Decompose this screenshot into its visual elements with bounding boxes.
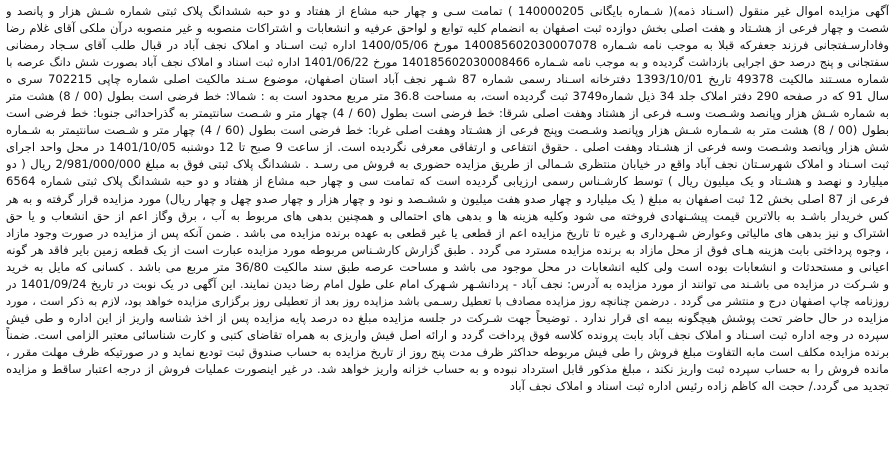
notice-line: ثبت اسـناد و املاک شهرسـتان نجف آباد واقع در خیابان منتظری شـمالی از طریق مزایده حضوری به فروش می رسـد . ششدانگ پلاک ثبتی فوق به مبلغ 2/981/000/000 ریال ( دو xyxy=(6,157,889,172)
notice-line: شماره مسـتند مالکیت 49378 تاریخ 1393/10/01 دفترخانه اسـناد رسمی شماره 87 شـهر نجف آباد استان اصفهان، موضوع سـند مالکیت اصلی شماره چاپی 702215 سری ه xyxy=(6,72,889,87)
notice-line: تجدید می گردد./ حجت اله کاظم زاده رئیس اداره ثبت اسناد و املاک نجف آباد xyxy=(509,379,889,394)
notice-line: روزنامه چاپ اصفهان درج و منتشر می گردد . درضمن چنانچه روز مزایده مصادف با تعطیل رسـمی باشد مزایده روز بعد از تعطیلی روز برگزاری مزایده خواهد بود، لازم به ذکر است ، مورد xyxy=(6,294,889,308)
notice-line: و شـرکت در مزایده می باشـند می توانند از مورد مزایده به آدرس: نجف آباد - پردانشـهر شـهرک امام علی طول امام رضا دیدن نمایند. این آگهی در یک نوبت در تاریخ 1401/09/24 در xyxy=(6,276,889,291)
notice-line: مزایده در حال حاضر تحت پوشش هیچگونه بیمه ای قرار ندارد . توضیحاً جهت شـرکت در جلسه مزایده مبلغ ده درصد پایه مزایده پس از اخذ شناسه واریز از این اداره و طی فیش xyxy=(6,310,889,325)
notice-line: بطول (00 / 8) هشت متر به شـماره شـش هزار وپانصد وشـصت وپنج فرعی از هشـتاد وهفت اصلی غربا: خط فرضی است بطول (60 / 4) چهار متر و شـصت سانتیمتر به شـماره xyxy=(6,123,889,138)
notice-line: سفتجانی و پنج درصد حق اجرایی بازداشت گردیده و به موجب نامه شـماره 140185602030008466 مورخ 1401/06/22 اداره ثبت اسناد و املاک نجف آباد بصورت شش دانگ عرصه با xyxy=(6,56,889,70)
notice-line: فرعی از 87 اصلی بخش 12 ثبت اصفهان به مبلغ ( یک میلیارد و چهار صدو هفت میلیون و ششـصد و نود و چهار هزار و چهار صدو چهل و چهار ریال) مورد مزایده قرار گرفته و به هر xyxy=(6,191,889,206)
notice-line: سپرده در وجه اداره ثبت اسـناد و املاک نجف آباد بابت پرونده کلاسه فوق پرداخت گردد و ارائه اصل فیش واریزی به همراه تقاضای کتبی و کارت شناسائی معتبر الزامی است. ضمناً xyxy=(6,327,889,342)
notice-line: شصت و چهار فرعی از هشـتاد و هفت اصلی بخش دوازده ثبت اصفهان به انضمام کلیه توابع و لواحق عرفیه و انشعابات و اشتراکات منصوبه و غیر منصوبه درآن ملکی آقای غلام رضا xyxy=(6,21,889,36)
notice-line: مانده فروش را به حساب سپرده ثبت واریز نکند ، مبلغ مذکور قابل استرداد نبوده و به حساب خزانه واریز خواهد شد. در غیر اینصورت عملیات فروش از درجه اعتبار ساقط و مزایده xyxy=(6,361,889,376)
notice-line: شش هزار وپانصد وشـصت وسه فرعی از هشـتاد وهفت اصلی . حقوق انتفاعی و ارتفاقی معرفی نگردیده است. از ساعت 9 صبح تا 12 دوشنبه 1401/10/05 در محل واحد اجرای xyxy=(6,140,889,155)
notice-line: به شماره شـش هزار وپانصد وشـصت وسـه فرعی از هشتاد وهفت اصلی شرقا: خط فرضی است بطول (60 / 4) چهار متر و شـصت سانتیمتر به گذراحداثی جنوبا: خط فرضی است xyxy=(6,106,889,121)
notice-line: برنده مزایده مکلف است مابه التفاوت مبلغ فروش را طی فیش مربوطه حداکثر ظرف مدت پنج روز از تاریخ مزایده به حساب صندوق ثبت تودیع نماید و در صورتیکه ظرف مهلت مقرر ، xyxy=(6,344,889,359)
notice-line: سال 91 که در صفحه 290 دفتر املاک جلد 34 ذیل شماره3749 ثبت گردیده است، به مساحت 36.8 متر مربع محدود است به : شمالا: خط فرضی است بطول (00 / 8) هشت متر xyxy=(6,89,889,104)
notice-line: آگهی مزایده اموال غیر منقول (اسـناد ذمه)( شـماره بایگانی 140000205 ) تمامت سـی و چهار حبه مشاع از هفتاد و دو حبه ششدانگ پلاک ثبتی شماره شـش هزار و پانصد و xyxy=(6,4,889,18)
notice-line: میلیارد و نهصد و هشـتاد و یک میلیون ریال ) توسط کارشـناس رسمی ارزیابی گردیده است که تمامت سی و چهار حبه مشاع از هفتاد و دو حبه ششدانگ پلاک ثبتی شماره 6564 xyxy=(6,174,889,189)
notice-line: وفادارسـفتجانی فرزند جعفرکه قبلا به موجب نامه شـماره 140085602030007078 مورخ 1400/05/06 اداره ثبت اسـناد و املاک نجف آباد در قبال طلب آقای سـجاد رمضانی xyxy=(6,38,889,53)
notice-line: کس خریدار باشـد به بالاترین قیمت پیشـنهادی فروخته می شود وکلیه هزینه ها و بدهی های احتمالی و همچنین بدهی های مربوط به آب ، برق وگاز اعم از حق انشعاب و یا حق xyxy=(6,208,889,223)
notice-line: ، وجوه پرداختی بابت هزینه هـای فوق از محل مازاد به برنده مزایده مسترد می گردد . طبق گزارش کارشـناس مربوطه مورد مزایده عبارت است از یک قطعه زمین بایر فاقد هر گونه xyxy=(6,242,889,257)
notice-line: اشتراک و نیز بدهی های مالیاتی وعوارض شـهرداری و غیره تا تاریخ مزایده اعم از قطعی یا غیر قطعی به عهده برنده مزایده می باشد . ضمن آنکه پس از مزایده در صورت وجود مازاد xyxy=(6,225,889,240)
notice-line: اعیانی و مستحدثات و انشعابات بوده است ولی کلیه انشعابات در محل موجود می باشد و مساحت عرصه طبق سند مالکیت 36/80 متر مربع می باشد . کسانی که مایل به خرید xyxy=(6,259,889,274)
